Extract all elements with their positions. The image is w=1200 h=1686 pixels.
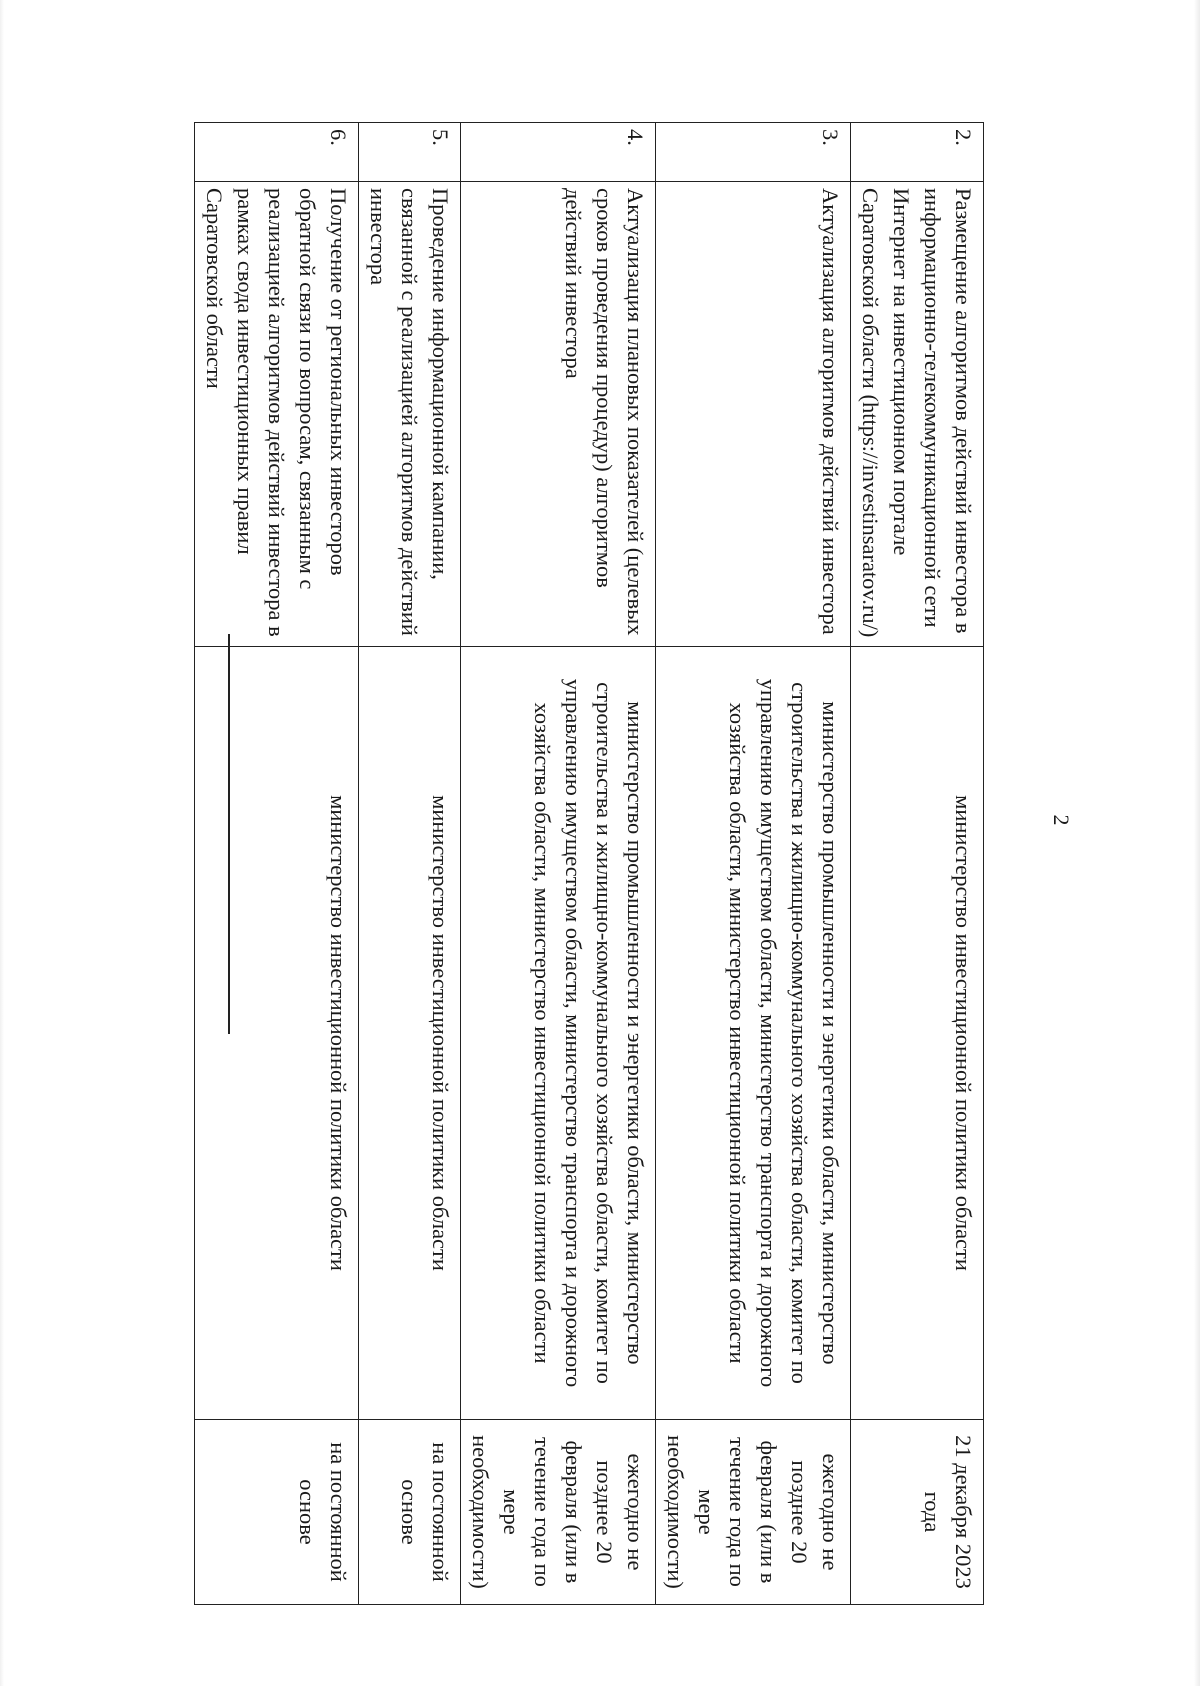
row-executor: министерство промышленности и энергетики области, министерство строительства и жилищно-коммунального хозяйства области, комитет по управлению имуществом области, министерство транспорта и дорожного хозяйства области, министерство инвестиционной политики области	[656, 647, 851, 1420]
row-term: на постоянной основе	[359, 1420, 461, 1605]
row-number: 6.	[195, 123, 359, 182]
row-term: ежегодно не позднее 20 февраля (или в течение года по мере необходимости)	[656, 1420, 851, 1605]
row-action: Получение от региональных инвесторов обратной связи по вопросам, связанным с реализацией алгоритмов действий инвестора в рамках свода инвестиционных правил Саратовской области	[195, 182, 359, 647]
row-executor: министерство инвестиционной политики области	[359, 647, 461, 1420]
row-number: 2.	[851, 123, 984, 182]
row-action: Актуализация алгоритмов действий инвестора	[656, 182, 851, 647]
row-executor: министерство инвестиционной политики области	[195, 647, 359, 1420]
row-executor: министерство промышленности и энергетики области, министерство строительства и жилищно-коммунального хозяйства области, комитет по управлению имуществом области, министерство транспорта и дорожного хозяйства области, министерство инвестиционной политики области	[461, 647, 656, 1420]
row-term: на постоянной основе	[195, 1420, 359, 1605]
closing-rule	[228, 634, 230, 1034]
table-row	[461, 123, 656, 1605]
row-number: 4.	[461, 123, 656, 182]
table-row	[851, 123, 984, 1605]
row-action: Актуализация плановых показателей (целевых сроков проведения процедур) алгоритмов действий инвестора	[461, 182, 656, 647]
row-term: ежегодно не позднее 20 февраля (или в течение года по мере необходимости)	[461, 1420, 656, 1605]
table-row	[359, 123, 461, 1605]
row-number: 3.	[656, 123, 851, 182]
row-action: Проведение информационной кампании, связанной с реализацией алгоритмов действий инвестора	[359, 182, 461, 647]
measures-table	[194, 122, 984, 1605]
rotated-page	[105, 110, 1080, 1589]
scan-edge-left	[0, 0, 4, 1686]
row-term: 21 декабря 2023 года	[851, 1420, 984, 1605]
table-row	[195, 123, 359, 1605]
row-action: Размещение алгоритмов действий инвестора в информационно-телекоммуникационной сети Интернет на инвестиционном портале Саратовской области (https://investinsaratov.ru/)	[851, 182, 984, 647]
row-number: 5.	[359, 123, 461, 182]
row-executor: министерство инвестиционной политики области	[851, 647, 984, 1420]
table-row	[656, 123, 851, 1605]
scan-edge-right	[1194, 0, 1200, 1686]
page-number: 2	[1049, 814, 1074, 826]
